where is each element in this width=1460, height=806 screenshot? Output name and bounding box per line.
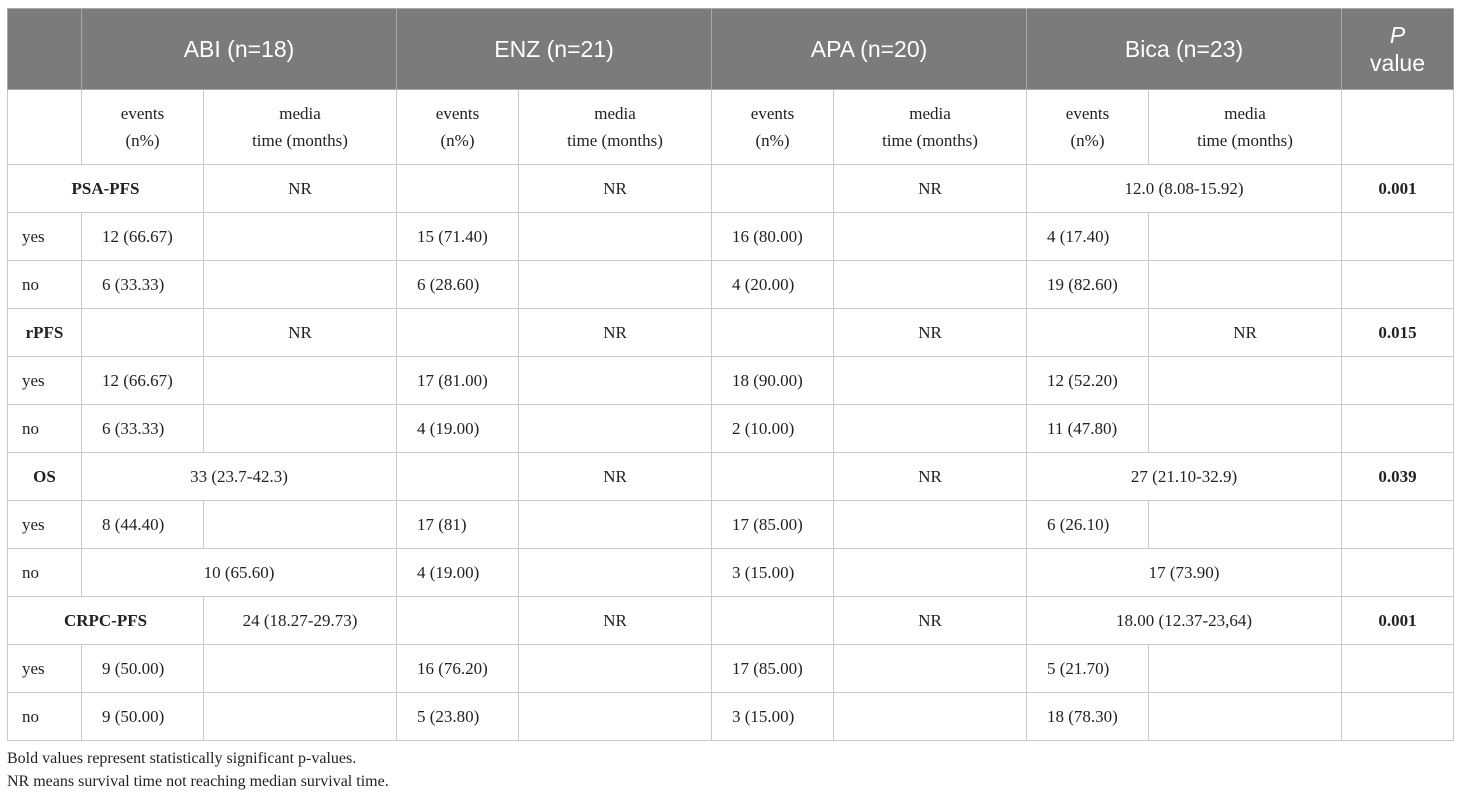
events-cell: 18 (90.00) [712, 357, 834, 405]
group-label: OS [8, 453, 82, 501]
events-cell: 17 (73.90) [1027, 549, 1342, 597]
empty-cell [204, 645, 397, 693]
footnote: Bold values represent statistically significant p-values. [7, 750, 357, 767]
events-cell: 3 (15.00) [712, 693, 834, 741]
row-label: no [8, 261, 82, 309]
media-cell: 33 (23.7-42.3) [82, 453, 397, 501]
subheader-blank [8, 90, 82, 165]
empty-cell [1149, 357, 1342, 405]
media-cell: NR [834, 597, 1027, 645]
media-cell: NR [519, 597, 712, 645]
empty-cell [834, 549, 1027, 597]
subheader-events: events (n%) [1027, 90, 1149, 165]
events-cell: 6 (33.33) [82, 261, 204, 309]
empty-cell [1027, 309, 1149, 357]
empty-cell [397, 309, 519, 357]
empty-cell [204, 213, 397, 261]
media-cell: 24 (18.27-29.73) [204, 597, 397, 645]
events-cell: 4 (19.00) [397, 405, 519, 453]
empty-cell [1342, 645, 1454, 693]
empty-cell [712, 453, 834, 501]
events-cell: 16 (80.00) [712, 213, 834, 261]
header-blank [8, 9, 82, 90]
empty-cell [834, 405, 1027, 453]
empty-cell [712, 597, 834, 645]
media-cell: NR [1149, 309, 1342, 357]
events-cell: 17 (85.00) [712, 645, 834, 693]
table-row [8, 549, 1454, 597]
header-p-value: P value [1342, 9, 1454, 90]
media-cell: NR [519, 165, 712, 213]
media-cell: NR [204, 165, 397, 213]
events-cell: 5 (23.80) [397, 693, 519, 741]
media-cell: NR [834, 165, 1027, 213]
events-cell: 4 (17.40) [1027, 213, 1149, 261]
events-cell: 16 (76.20) [397, 645, 519, 693]
subheader-events: events (n%) [82, 90, 204, 165]
empty-cell [1149, 645, 1342, 693]
empty-cell [204, 693, 397, 741]
media-cell: NR [204, 309, 397, 357]
empty-cell [1149, 693, 1342, 741]
media-cell: NR [519, 453, 712, 501]
empty-cell [834, 501, 1027, 549]
empty-cell [712, 165, 834, 213]
events-cell: 5 (21.70) [1027, 645, 1149, 693]
events-cell: 10 (65.60) [82, 549, 397, 597]
table-row [8, 597, 1454, 645]
empty-cell [82, 309, 204, 357]
survival-table [7, 8, 1454, 741]
empty-cell [834, 357, 1027, 405]
empty-cell [1149, 261, 1342, 309]
events-cell: 17 (85.00) [712, 501, 834, 549]
p-value-cell: 0.015 [1342, 309, 1454, 357]
media-cell: NR [519, 309, 712, 357]
empty-cell [1342, 693, 1454, 741]
empty-cell [712, 309, 834, 357]
empty-cell [1149, 213, 1342, 261]
subheader-media: media time (months) [834, 90, 1027, 165]
empty-cell [204, 261, 397, 309]
header-abi: ABI (n=18) [82, 9, 397, 90]
empty-cell [834, 645, 1027, 693]
table-row [8, 261, 1454, 309]
empty-cell [204, 501, 397, 549]
row-label: yes [8, 501, 82, 549]
events-cell: 8 (44.40) [82, 501, 204, 549]
table-row [8, 213, 1454, 261]
empty-cell [1342, 501, 1454, 549]
empty-cell [204, 405, 397, 453]
table-footnotes [7, 747, 1453, 793]
events-cell: 15 (71.40) [397, 213, 519, 261]
media-cell: NR [834, 453, 1027, 501]
empty-cell [834, 213, 1027, 261]
table-row [8, 309, 1454, 357]
media-cell: 27 (21.10-32.9) [1027, 453, 1342, 501]
empty-cell [1342, 213, 1454, 261]
empty-cell [519, 261, 712, 309]
media-cell: 18.00 (12.37-23,64) [1027, 597, 1342, 645]
empty-cell [1149, 501, 1342, 549]
table-row [8, 405, 1454, 453]
row-label: no [8, 549, 82, 597]
p-value-cell: 0.001 [1342, 597, 1454, 645]
empty-cell [1149, 405, 1342, 453]
table-container [7, 8, 1453, 793]
events-cell: 12 (66.67) [82, 357, 204, 405]
empty-cell [834, 261, 1027, 309]
subheader-media: media time (months) [519, 90, 712, 165]
table-row [8, 501, 1454, 549]
events-cell: 12 (52.20) [1027, 357, 1149, 405]
events-cell: 2 (10.00) [712, 405, 834, 453]
group-label: rPFS [8, 309, 82, 357]
empty-cell [519, 213, 712, 261]
empty-cell [519, 357, 712, 405]
row-label: no [8, 405, 82, 453]
media-cell: NR [834, 309, 1027, 357]
media-cell: 12.0 (8.08-15.92) [1027, 165, 1342, 213]
empty-cell [397, 453, 519, 501]
header-enz: ENZ (n=21) [397, 9, 712, 90]
row-label: no [8, 693, 82, 741]
empty-cell [519, 549, 712, 597]
subheader-events: events (n%) [712, 90, 834, 165]
events-cell: 9 (50.00) [82, 693, 204, 741]
events-cell: 12 (66.67) [82, 213, 204, 261]
events-cell: 6 (26.10) [1027, 501, 1149, 549]
events-cell: 6 (28.60) [397, 261, 519, 309]
empty-cell [519, 645, 712, 693]
subheader-media: media time (months) [1149, 90, 1342, 165]
events-cell: 6 (33.33) [82, 405, 204, 453]
events-cell: 17 (81) [397, 501, 519, 549]
empty-cell [519, 501, 712, 549]
empty-cell [397, 165, 519, 213]
group-label: PSA-PFS [8, 165, 204, 213]
empty-cell [204, 357, 397, 405]
table-row [8, 693, 1454, 741]
header-row [8, 9, 1454, 90]
empty-cell [519, 693, 712, 741]
group-label: CRPC-PFS [8, 597, 204, 645]
events-cell: 19 (82.60) [1027, 261, 1149, 309]
empty-cell [1342, 405, 1454, 453]
table-row [8, 357, 1454, 405]
events-cell: 4 (20.00) [712, 261, 834, 309]
empty-cell [1342, 261, 1454, 309]
table-row [8, 645, 1454, 693]
header-bica: Bica (n=23) [1027, 9, 1342, 90]
events-cell: 11 (47.80) [1027, 405, 1149, 453]
empty-cell [519, 405, 712, 453]
header-apa: APA (n=20) [712, 9, 1027, 90]
footnote: NR means survival time not reaching median survival time. [7, 773, 389, 790]
row-label: yes [8, 357, 82, 405]
empty-cell [1342, 549, 1454, 597]
row-label: yes [8, 645, 82, 693]
empty-cell [1342, 357, 1454, 405]
events-cell: 3 (15.00) [712, 549, 834, 597]
row-label: yes [8, 213, 82, 261]
table-row [8, 165, 1454, 213]
subheader-media: media time (months) [204, 90, 397, 165]
empty-cell [397, 597, 519, 645]
events-cell: 4 (19.00) [397, 549, 519, 597]
subheader-row [8, 90, 1454, 165]
subheader-blank [1342, 90, 1454, 165]
p-value-cell: 0.001 [1342, 165, 1454, 213]
p-value-cell: 0.039 [1342, 453, 1454, 501]
empty-cell [834, 693, 1027, 741]
events-cell: 18 (78.30) [1027, 693, 1149, 741]
table-row [8, 453, 1454, 501]
subheader-events: events (n%) [397, 90, 519, 165]
events-cell: 9 (50.00) [82, 645, 204, 693]
events-cell: 17 (81.00) [397, 357, 519, 405]
